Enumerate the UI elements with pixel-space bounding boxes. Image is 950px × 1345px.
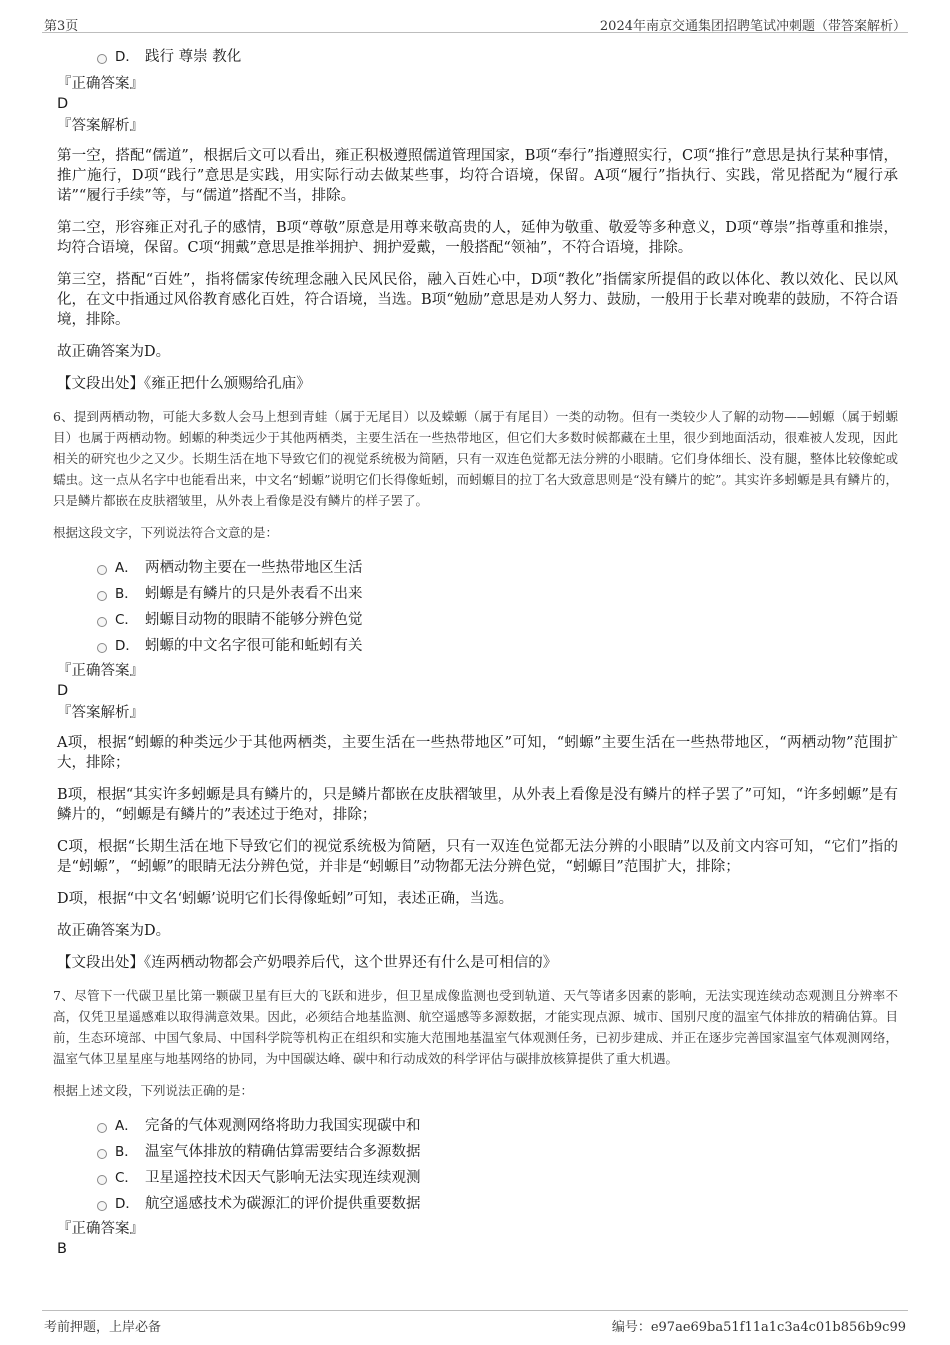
option-text: 蚓螈的中文名字很可能和蚯蚓有关 (145, 638, 363, 654)
radio-icon[interactable] (97, 1123, 107, 1133)
analysis-label: 『答案解析』 (57, 705, 144, 721)
page-header (42, 12, 908, 33)
option-letter: C． (115, 612, 138, 628)
option-letter: B． (115, 1144, 138, 1160)
answer-label: 『正确答案』 (57, 76, 144, 92)
option-letter: B． (115, 586, 138, 602)
option-letter: C． (115, 1170, 138, 1186)
text-source: 【文段出处】《雍正把什么颁赐给孔庙》 (57, 376, 311, 392)
option-d-q5[interactable] (97, 44, 898, 70)
page-number: 第3页 (44, 19, 79, 34)
option-letter: D． (115, 1196, 139, 1212)
document-title: 2024年南京交通集团招聘笔试冲刺题（带答案解析） (599, 19, 906, 34)
analysis-paragraph: 第一空，搭配“儒道”，根据后文可以看出，雍正积极遵照儒道管理国家，B项“奉行”指遵照实行，C项“推行”意思是执行某种事情，推广施行，D项“践行”意思是实践，用实际行动去做某些事，均符合语境，保留。A项“履行”指执行、实践，常见搭配为“履行承诺”“履行手续”等，与“儒道”搭配不当，排除。 (57, 148, 898, 204)
document-id: 编号：e97ae69ba51f11a1c3a4c01b856b9c99 (611, 1320, 906, 1335)
option-c[interactable] (97, 607, 898, 633)
analysis-paragraph: D项，根据“中文名‘蚓螈’说明它们长得像蚯蚓”可知，表述正确，当选。 (57, 891, 514, 907)
option-b[interactable] (97, 1139, 898, 1165)
option-text: 卫星遥控技术因天气影响无法实现连续观测 (145, 1170, 421, 1186)
correct-answer: D (57, 96, 69, 112)
radio-icon[interactable] (97, 643, 107, 653)
option-letter: A． (115, 560, 138, 576)
analysis-paragraph: 第二空，形容雍正对孔子的感情，B项“尊敬”原意是用尊来敬高贵的人，延伸为敬重、敬爱等多种意义，D项“尊崇”指尊重和推崇，均符合语境，保留。C项“拥戴”意思是推举拥护、拥护爱戴，一般搭配“领袖”，不符合语境，排除。 (57, 220, 898, 256)
analysis-conclusion: 故正确答案为D。 (57, 344, 171, 360)
option-text: 航空遥感技术为碳源汇的评价提供重要数据 (145, 1196, 421, 1212)
radio-icon[interactable] (97, 1201, 107, 1211)
text-source: 【文段出处】《连两栖动物都会产奶喂养后代，这个世界还有什么是可相信的》 (57, 955, 558, 971)
answer-label: 『正确答案』 (57, 1221, 144, 1237)
option-text: 蚓螈是有鳞片的只是外表看不出来 (145, 586, 363, 602)
option-d[interactable] (97, 633, 898, 659)
radio-icon[interactable] (97, 617, 107, 627)
option-text: 蚓螈目动物的眼睛不能够分辨色觉 (145, 612, 363, 628)
option-b[interactable] (97, 581, 898, 607)
option-text: 两栖动物主要在一些热带地区生活 (145, 560, 363, 576)
option-a[interactable] (97, 1113, 898, 1139)
option-c[interactable] (97, 1165, 898, 1191)
question-stem: 7、尽管下一代碳卫星比第一颗碳卫星有巨大的飞跃和进步，但卫星成像监测也受到轨道、天气等诸多因素的影响，无法实现连续动态观测且分辨率不高，仅凭卫星遥感难以取得满意效果。因此，必须结合地基监测、航空遥感等多源数据，才能实现点源、城市、国别尺度的温室气体排放的精确估算。目前，生态环境部、中国气象局、中国科学院等机构正在组织和实施大范围地基温室气体观测任务，已初步建成、并正在逐步完善国家温室气体观测网络，温室气体卫星星座与地基网络的协同，为中国碳达峰、碳中和行动成效的科学评估与碳排放核算提供了重大机遇。 (53, 988, 898, 1066)
option-letter: D． (115, 638, 139, 654)
option-text: 践行 尊崇 教化 (145, 49, 242, 65)
analysis-paragraph: C项，根据“长期生活在地下导致它们的视觉系统极为简陋，只有一双连色觉都无法分辨的小眼睛”以及前文内容可知，“它们”指的是“蚓螈”，“蚓螈”的眼睛无法分辨色觉，并非是“蚓螈目”动物都无法分辨色觉，“蚓螈目”范围扩大，排除； (57, 839, 898, 875)
radio-icon[interactable] (97, 565, 107, 575)
radio-icon[interactable] (97, 54, 107, 64)
radio-icon[interactable] (97, 1175, 107, 1185)
question-stem: 6、提到两栖动物，可能大多数人会马上想到青蛙（属于无尾目）以及蝾螈（属于有尾目）一类的动物。但有一类较少人了解的动物——蚓螈（属于蚓螈目）也属于两栖动物。蚓螈的种类远少于其他两栖类，主要生活在一些热带地区，但它们大多数时候都藏在土里，很少到地面活动，很难被人发现，因此相关的研究也少之又少。长期生活在地下导致它们的视觉系统极为简陋，只有一双连色觉都无法分辨的小眼睛。它们身体细长、没有腿，整体比较像蛇或蠕虫。这一点从名字中也能看出来，中文名“蚓螈”说明它们长得像蚯蚓，而蚓螈目的拉丁名大致意思则是“没有鳞片的蛇”。其实许多蚓螈是具有鳞片的，只是鳞片都嵌在皮肤褶皱里，从外表上看像是没有鳞片的样子罢了。 (53, 409, 898, 508)
question-prompt: 根据这段文字，下列说法符合文意的是： (53, 525, 279, 540)
answer-label: 『正确答案』 (57, 663, 144, 679)
option-text: 完备的气体观测网络将助力我国实现碳中和 (145, 1118, 421, 1134)
radio-icon[interactable] (97, 1149, 107, 1159)
page-content (53, 44, 898, 1259)
page-footer (42, 1310, 908, 1335)
analysis-paragraph: 第三空，搭配“百姓”，指将儒家传统理念融入民风民俗，融入百姓心中，D项“教化”指儒家所提倡的政以体化、教以效化、民以风化，在文中指通过风俗教育感化百姓，符合语境，当选。B项“勉励”意思是劝人努力、鼓励，一般用于长辈对晚辈的鼓励，不符合语境，排除。 (57, 272, 898, 328)
radio-icon[interactable] (97, 591, 107, 601)
option-letter: D． (115, 49, 139, 65)
correct-answer: B (57, 1241, 67, 1257)
analysis-paragraph: A项，根据“蚓螈的种类远少于其他两栖类，主要生活在一些热带地区”可知，“蚓螈”主要生活在一些热带地区，“两栖动物”范围扩大，排除； (57, 735, 898, 771)
analysis-paragraph: B项，根据“其实许多蚓螈是具有鳞片的，只是鳞片都嵌在皮肤褶皱里，从外表上看像是没有鳞片的样子罢了”可知，“许多蚓螈”是有鳞片的，“蚓螈是有鳞片的”表述过于绝对，排除； (57, 787, 898, 823)
option-text: 温室气体排放的精确估算需要结合多源数据 (145, 1144, 421, 1160)
analysis-label: 『答案解析』 (57, 118, 144, 134)
option-a[interactable] (97, 555, 898, 581)
analysis-conclusion: 故正确答案为D。 (57, 923, 171, 939)
footer-slogan: 考前押题，上岸必备 (44, 1320, 162, 1335)
option-d[interactable] (97, 1191, 898, 1217)
question-prompt: 根据上述文段，下列说法正确的是： (53, 1083, 254, 1098)
correct-answer: D (57, 683, 69, 699)
option-letter: A． (115, 1118, 138, 1134)
